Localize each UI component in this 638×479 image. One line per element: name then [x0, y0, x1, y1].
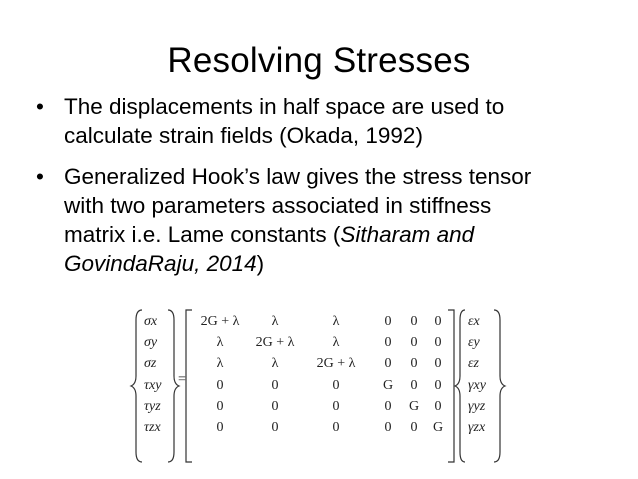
stress-vector [144, 314, 161, 441]
stress-component: σz [144, 356, 157, 372]
matrix-cell: G [382, 377, 394, 393]
matrix-cell: 0 [410, 420, 418, 435]
strain-component: γzx [468, 419, 486, 435]
bullet-line: The displacements in half space are used to [64, 94, 505, 119]
matrix-cell: 0 [216, 398, 224, 414]
slide-title: Resolving Stresses [167, 41, 471, 80]
matrix-cell: λ [271, 314, 279, 329]
bullet-text: ) [256, 251, 265, 276]
matrix-cell: 0 [410, 377, 418, 393]
bullet-item-hooks-law [28, 162, 618, 278]
bullet-item-displacements [28, 92, 618, 150]
stiffness-equation [112, 306, 512, 466]
bullet-line: calculate strain fields (Okada, 1992) [64, 123, 423, 148]
stress-component: τxy [144, 377, 162, 393]
strain-component: γyz [468, 398, 486, 414]
matrix-cell: G [432, 420, 444, 435]
matrix-cell: 0 [216, 377, 224, 393]
matrix-cell: G [408, 398, 420, 414]
citation-text: GovindaRaju, 2014 [64, 251, 257, 276]
matrix-cell: 0 [332, 398, 340, 414]
strain-component: εz [468, 356, 479, 372]
strain-vector [468, 314, 486, 441]
bullet-list [28, 92, 618, 290]
bullet-line: with two parameters associated in stiffness [64, 193, 492, 218]
citation-text: Sitharam and [340, 222, 475, 247]
matrix-cell: λ [271, 356, 279, 372]
matrix-cell: 0 [332, 420, 340, 435]
matrix-cell: 2G + λ [200, 314, 240, 329]
matrix-cell: 0 [434, 335, 442, 351]
equals-sign: = [178, 372, 186, 387]
stress-component: σy [144, 335, 158, 351]
bullet-line: Generalized Hook’s law gives the stress tensor [64, 164, 532, 189]
matrix-cell: 0 [271, 398, 279, 414]
matrix-cell: 0 [434, 377, 442, 393]
matrix-cell: 0 [271, 377, 279, 393]
matrix-cell: 2G + λ [316, 356, 356, 372]
stress-component: τzx [144, 419, 161, 435]
stress-component: σx [144, 314, 158, 329]
matrix-cell: 0 [434, 398, 442, 414]
strain-component: γxy [468, 377, 486, 393]
matrix-cell: 2G + λ [255, 335, 295, 351]
matrix-cell: 0 [410, 335, 418, 351]
matrix-cell: 0 [384, 398, 392, 414]
matrix-cell: 0 [434, 314, 442, 329]
bullet-marker: • [36, 94, 44, 119]
matrix-cell: 0 [216, 420, 224, 435]
matrix-cell: 0 [434, 356, 442, 372]
bullet-text: matrix i.e. Lame constants ( [64, 222, 341, 247]
matrix-cell: 0 [384, 356, 392, 372]
matrix-cell: λ [216, 335, 224, 351]
matrix-cell: 0 [271, 420, 279, 435]
matrix-cell: 0 [410, 314, 418, 329]
bullet-line [64, 220, 618, 249]
matrix-cell: 0 [410, 356, 418, 372]
stress-component: τyz [144, 398, 161, 414]
bullet-marker: • [36, 164, 44, 189]
strain-component: εx [468, 314, 480, 329]
matrix-cell: 0 [384, 420, 392, 435]
matrix-cell: 0 [332, 377, 340, 393]
matrix-cell: λ [216, 356, 224, 372]
strain-component: εy [468, 335, 480, 351]
matrix-cell: λ [332, 314, 340, 329]
matrix-cell: 0 [384, 335, 392, 351]
matrix-cell: 0 [384, 314, 392, 329]
left-brace [131, 310, 142, 462]
right-brace [494, 310, 505, 462]
matrix-cell: λ [332, 335, 340, 351]
bullet-line [64, 249, 618, 278]
